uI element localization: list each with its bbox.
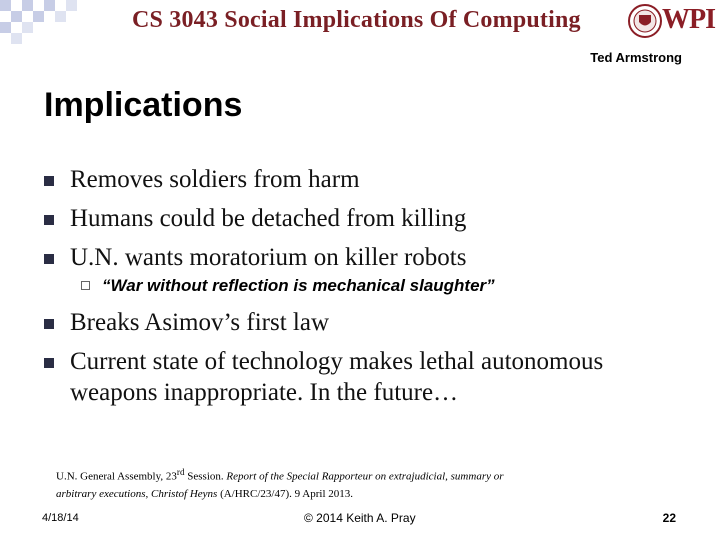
course-title: CS 3043 Social Implications Of Computing — [132, 7, 581, 33]
hollow-square-bullet-icon — [81, 281, 90, 290]
checkerboard-decoration — [0, 0, 100, 45]
bullet-item — [44, 307, 684, 338]
citation-text: Session. — [184, 470, 227, 483]
bullet-item — [44, 346, 684, 408]
sub-bullet-item — [44, 275, 684, 297]
citation-text: U.N. General Assembly, 23 — [56, 470, 177, 483]
bullet-text: U.N. wants moratorium on killer robots — [70, 244, 467, 271]
sub-bullet-text: “War without reflection is mechanical slaughter” — [102, 276, 495, 295]
bullet-text: Current state of technology makes lethal autonomous weapons inappropriate. In the future… — [70, 348, 604, 406]
author-name: Ted Armstrong — [590, 50, 682, 65]
bullet-list — [44, 164, 684, 416]
wpi-logo-text: WPI — [662, 4, 715, 35]
citation — [56, 464, 516, 503]
square-bullet-icon — [44, 358, 54, 368]
citation-text: (A/HRC/23/47). 9 April 2013. — [217, 487, 353, 500]
square-bullet-icon — [44, 215, 54, 225]
bullet-text: Humans could be detached from killing — [70, 205, 467, 232]
footer-copyright: © 2014 Keith A. Pray — [304, 511, 416, 525]
page-number: 22 — [662, 511, 676, 525]
bullet-text: Removes soldiers from harm — [70, 166, 360, 193]
square-bullet-icon — [44, 176, 54, 186]
bullet-item — [44, 164, 684, 195]
square-bullet-icon — [44, 254, 54, 264]
footer-date: 4/18/14 — [42, 512, 79, 524]
bullet-item — [44, 203, 684, 234]
citation-superscript: rd — [176, 467, 185, 477]
citation-report-title: Report of the Special Rapporteur on extrajudicial, summary or arbitrary executions, Christof Heyns — [56, 470, 504, 500]
slide-title: Implications — [44, 86, 243, 124]
bullet-item — [44, 242, 684, 273]
square-bullet-icon — [44, 319, 54, 329]
bullet-text: Breaks Asimov’s first law — [70, 309, 330, 336]
